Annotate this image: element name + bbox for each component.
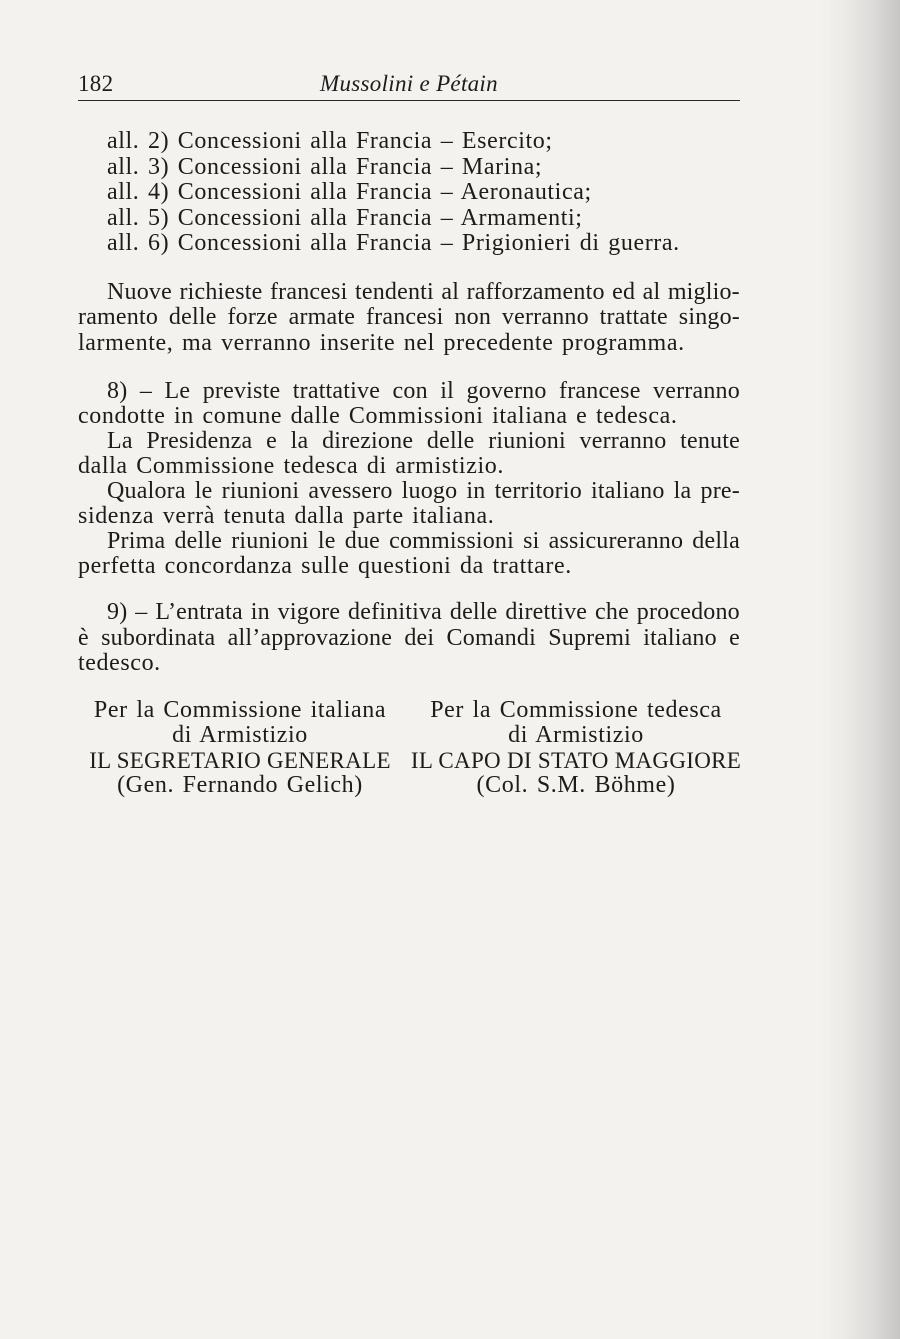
word: riunioni bbox=[231, 528, 309, 554]
word: all’approvazione bbox=[227, 624, 393, 651]
word: che bbox=[595, 599, 629, 625]
word: – bbox=[139, 378, 153, 404]
word: direzione bbox=[322, 428, 414, 454]
word: avessero bbox=[308, 478, 393, 504]
word: definitiva bbox=[348, 599, 443, 625]
binding-shadow bbox=[820, 0, 900, 1339]
word: richieste bbox=[179, 279, 263, 305]
word: delle bbox=[168, 304, 217, 331]
word: verranno bbox=[653, 378, 740, 404]
word: pre- bbox=[700, 478, 740, 504]
text-line: dalla Commissione tedesca di armistizio. bbox=[78, 453, 504, 479]
word: verranno bbox=[501, 304, 589, 331]
word: con bbox=[392, 378, 428, 404]
word: le bbox=[194, 478, 213, 504]
word: della bbox=[692, 528, 740, 554]
signature-armistice: di Armistizio bbox=[172, 722, 308, 748]
word: previste bbox=[202, 378, 281, 404]
paragraph-presidency bbox=[78, 429, 740, 479]
text-line bbox=[78, 626, 740, 652]
word: rafforzamento bbox=[466, 279, 605, 305]
word: al bbox=[441, 279, 460, 305]
text-line bbox=[78, 479, 740, 504]
attachment-item: all. 4) Concessioni alla Francia – Aeronautica; bbox=[107, 179, 592, 205]
word: 9) bbox=[107, 599, 128, 625]
word: tenute bbox=[680, 428, 740, 454]
word: 8) bbox=[107, 378, 128, 404]
page-number: 182 bbox=[78, 71, 114, 96]
word: Supremi bbox=[548, 624, 631, 651]
signature-name: (Gen. Fernando Gelich) bbox=[117, 772, 363, 798]
word: delle bbox=[449, 599, 498, 625]
word: francese bbox=[559, 378, 641, 404]
word: e bbox=[729, 624, 740, 651]
text-line bbox=[78, 429, 740, 454]
text-line: sidenza verrà tenuta dalla parte italiana. bbox=[78, 503, 495, 529]
word: è bbox=[78, 624, 89, 651]
word: L’entrata bbox=[155, 599, 243, 625]
paragraph-point-9 bbox=[78, 600, 740, 677]
word: Qualora bbox=[107, 478, 186, 504]
signature-name: (Col. S.M. Böhme) bbox=[476, 772, 676, 798]
text-line: condotte in comune dalle Commissioni italiana e tedesca. bbox=[78, 403, 678, 429]
word: francesi bbox=[365, 304, 444, 331]
word: e bbox=[266, 428, 277, 454]
word: dei bbox=[404, 624, 435, 651]
word: le bbox=[317, 528, 336, 554]
word: italiano bbox=[591, 478, 665, 504]
signature-commission: Per la Commissione tedesca bbox=[430, 697, 722, 723]
text-line bbox=[78, 600, 740, 626]
signature-german bbox=[406, 698, 746, 798]
running-title: Mussolini e Pétain bbox=[320, 71, 498, 96]
text-line: larmente, ma verranno inserite nel precedente programma. bbox=[78, 329, 685, 356]
word: subordinata bbox=[101, 624, 216, 651]
word: in bbox=[250, 599, 270, 625]
signature-title: IL SEGRETARIO GENERALE bbox=[89, 748, 391, 773]
word: delle bbox=[174, 528, 223, 554]
word: La bbox=[107, 428, 133, 454]
attachment-list bbox=[78, 129, 740, 257]
word: vigore bbox=[277, 599, 341, 625]
signature-commission: Per la Commissione italiana bbox=[93, 697, 387, 723]
word: due bbox=[344, 528, 381, 554]
text-line bbox=[78, 305, 740, 330]
word: italiano bbox=[643, 624, 717, 651]
word: francesi bbox=[269, 279, 348, 305]
text-line bbox=[78, 280, 740, 305]
word: Presidenza bbox=[146, 428, 253, 454]
word: trattative bbox=[292, 378, 381, 404]
word: in bbox=[466, 478, 486, 504]
word: direttive bbox=[505, 599, 588, 625]
word: ed bbox=[612, 279, 636, 305]
word: forze bbox=[227, 304, 278, 331]
word: la bbox=[673, 478, 692, 504]
word: Nuove bbox=[107, 279, 172, 305]
section-negotiations bbox=[78, 379, 740, 579]
word: riunioni bbox=[488, 428, 566, 454]
word: commissioni bbox=[389, 528, 514, 554]
word: luogo bbox=[401, 478, 458, 504]
word: governo bbox=[466, 378, 547, 404]
paragraph-italian-territory bbox=[78, 479, 740, 529]
paragraph-concordance bbox=[78, 529, 740, 579]
word: la bbox=[290, 428, 309, 454]
text-line bbox=[78, 529, 740, 554]
word: ramento bbox=[78, 304, 159, 331]
paragraph-new-requests bbox=[78, 280, 740, 356]
word: Comandi bbox=[446, 624, 536, 651]
text-line bbox=[78, 379, 740, 404]
signature-italian bbox=[70, 698, 410, 798]
word: procedono bbox=[636, 599, 740, 625]
word: si bbox=[523, 528, 540, 554]
word: singo- bbox=[678, 304, 740, 331]
word: Prima bbox=[107, 528, 166, 554]
word: – bbox=[135, 599, 148, 625]
word: il bbox=[440, 378, 455, 404]
header-rule bbox=[78, 100, 740, 101]
word: armate bbox=[288, 304, 356, 331]
word: trattate bbox=[599, 304, 668, 331]
word: territorio bbox=[494, 478, 582, 504]
word: non bbox=[454, 304, 492, 331]
word: miglio- bbox=[667, 279, 740, 305]
attachment-item: all. 2) Concessioni alla Francia – Esercito; bbox=[107, 128, 553, 154]
word: al bbox=[642, 279, 661, 305]
attachment-item: all. 6) Concessioni alla Francia – Prigionieri di guerra. bbox=[107, 230, 680, 256]
text-line: tedesco. bbox=[78, 650, 161, 676]
attachment-item: all. 3) Concessioni alla Francia – Marina; bbox=[107, 153, 543, 180]
signature-title: IL CAPO DI STATO MAGGIORE bbox=[410, 748, 742, 773]
word: assicureranno bbox=[548, 528, 684, 554]
word: verranno bbox=[579, 428, 667, 454]
word: Le bbox=[164, 378, 191, 404]
text-line: perfetta concordanza sulle questioni da trattare. bbox=[78, 553, 572, 579]
word: delle bbox=[426, 428, 475, 454]
attachment-item: all. 5) Concessioni alla Francia – Armamenti; bbox=[107, 204, 583, 231]
paragraph-point-8 bbox=[78, 379, 740, 429]
signature-armistice: di Armistizio bbox=[508, 722, 644, 748]
word: riunioni bbox=[221, 478, 300, 504]
word: tendenti bbox=[355, 279, 434, 305]
